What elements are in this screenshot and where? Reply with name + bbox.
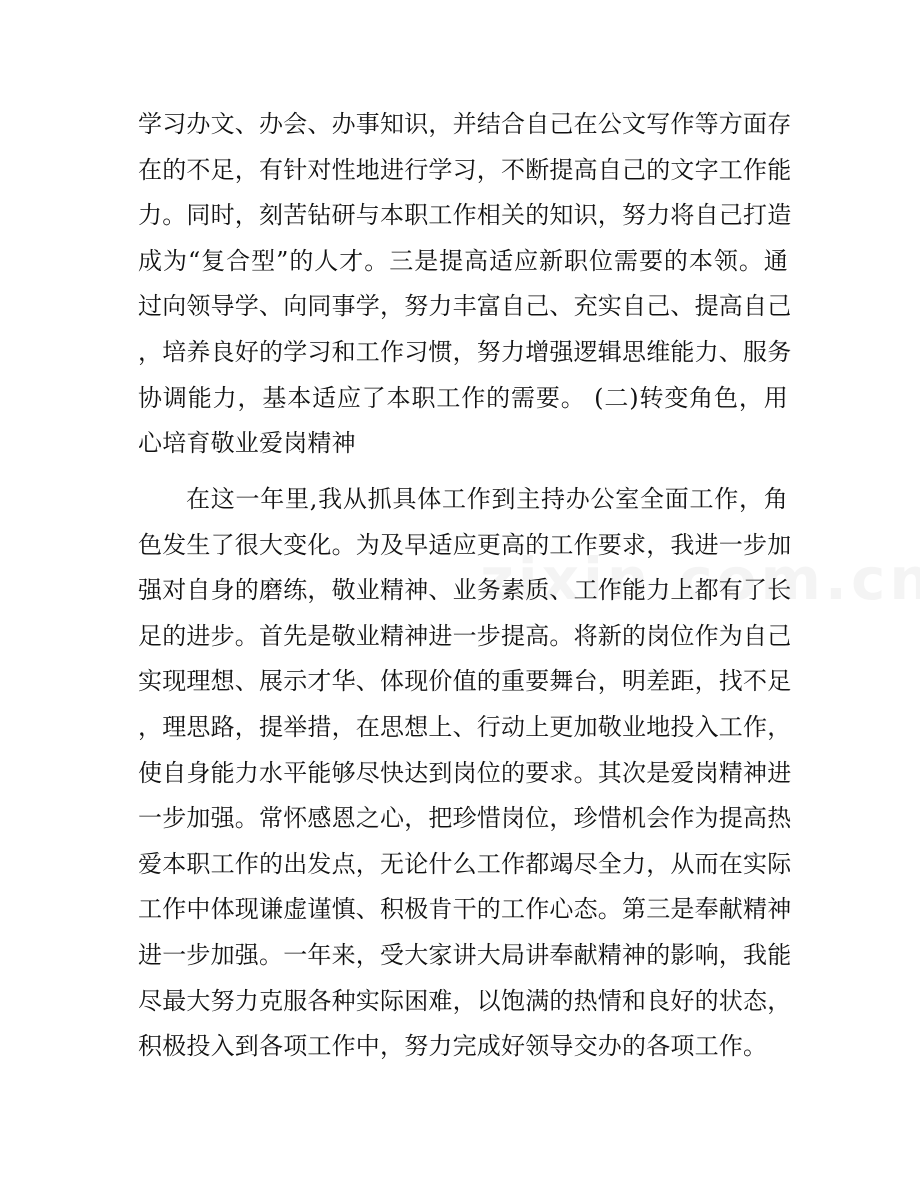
paragraph-line: 一步加强。常怀感恩之心，把珍惜岗位，珍惜机会作为提高热	[138, 804, 792, 833]
paragraph-line: 色发生了很大变化。为及早适应更高的工作要求，我进一步加	[138, 530, 792, 559]
paragraph-2	[138, 477, 792, 1070]
section-heading-line: 心培育敬业爱岗精神	[138, 429, 356, 458]
paragraph-line: 尽最大努力克服各种实际困难，以饱满的热情和良好的状态，	[138, 986, 792, 1015]
paragraph-line: 强对自身的磨练，敬业精神、业务素质、工作能力上都有了长	[138, 576, 792, 605]
paragraph-first-line: 在这一年里,我从抓具体工作到主持办公室全面工作，角	[186, 485, 788, 513]
paragraph-last-line: 积极投入到各项工作中，努力完成好领导交办的各项工作。	[138, 1032, 768, 1061]
paragraph-line: 成为“复合型”的人才。三是提高适应新职位需要的本领。通	[138, 246, 788, 275]
paragraph-line: ，培养良好的学习和工作习惯，努力增强逻辑思维能力、服务	[138, 337, 792, 366]
paragraph-line: 足的进步。首先是敬业精神进一步提高。将新的岗位作为自己	[138, 621, 792, 650]
paragraph-1	[138, 102, 792, 467]
paragraph-line: 爱本职工作的出发点，无论什么工作都竭尽全力，从而在实际	[138, 849, 792, 878]
paragraph-line: 工作中体现谦虚谨慎、积极肯干的工作心态。第三是奉献精神	[138, 895, 792, 924]
paragraph-line: ，理思路，提举措，在思想上、行动上更加敬业地投入工作，	[138, 712, 792, 741]
paragraph-line: 过向领导学、向同事学，努力丰富自己、充实自己、提高自己	[138, 292, 792, 321]
paragraph-line: 使自身能力水平能够尽快达到岗位的要求。其次是爱岗精神进	[138, 758, 792, 787]
paragraph-line: 学习办文、办会、办事知识，并结合自己在公文写作等方面存	[138, 110, 792, 138]
paragraph-line: 协调能力，基本适应了本职工作的需要。 (二)转变角色，用	[138, 383, 788, 412]
paragraph-line: 在的不足，有针对性地进行学习，不断提高自己的文字工作能	[138, 155, 792, 184]
paragraph-line: 实现理想、展示才华、体现价值的重要舞台，明差距，找不足	[138, 667, 792, 696]
paragraph-line: 力。同时，刻苦钻研与本职工作相关的知识，努力将自己打造	[138, 201, 792, 230]
paragraph-line: 进一步加强。一年来，受大家讲大局讲奉献精神的影响，我能	[138, 940, 792, 969]
